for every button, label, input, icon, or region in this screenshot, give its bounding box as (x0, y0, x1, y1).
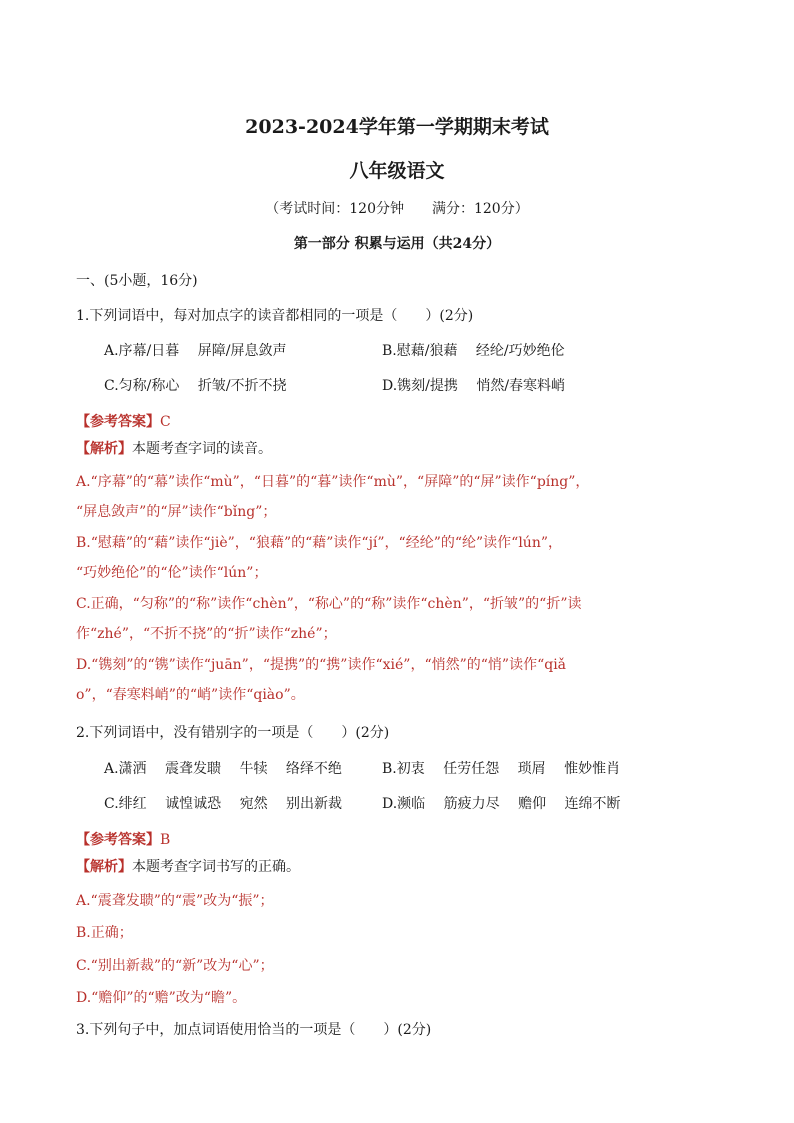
explanation-line: o”，“春寒料峭”的“峭”读作“qiào”。 (76, 687, 305, 703)
analysis-text: 本题考查字词书写的正确。 (132, 859, 300, 875)
question-1-analysis (76, 438, 272, 458)
question-2-analysis (76, 856, 300, 876)
question-1-option-c: C.匀称/称心 折皱/不折不挠 (104, 378, 287, 394)
analysis-text: 本题考查字词的读音。 (132, 441, 272, 457)
analysis-label: 【解析】 (76, 859, 132, 875)
question-1-answer (76, 411, 171, 431)
exam-subtitle: 八年级语文 (349, 160, 445, 182)
exam-title: 2023-2024学年第一学期期末考试 (245, 116, 549, 138)
explanation-line: B.正确； (76, 925, 133, 941)
explanation-line: D.“赡仰”的“赡”改为“瞻”。 (76, 990, 247, 1006)
question-1-option-a: A.序幕/日暮 屏障/屏息敛声 (104, 343, 287, 359)
analysis-label: 【解析】 (76, 441, 132, 457)
question-1-stem: 1.下列词语中，每对加点字的读音都相同的一项是（ ）(2分) (76, 308, 474, 324)
explanation-line: A.“震聋发聩”的“震”改为“振”； (76, 893, 274, 909)
question-2-option-b: B.初衷 任劳任怨 琐屑 惟妙惟肖 (382, 761, 621, 777)
question-2-option-d: D.濒临 筋疲力尽 赡仰 连绵不断 (382, 796, 621, 812)
explanation-line: 作“zhé”，“不折不挠”的“折”读作“zhé”； (76, 626, 337, 642)
explanation-line: A.“序幕”的“幕”读作“mù”，“日暮”的“暮”读作“mù”，“屏障”的“屏”读作“píng”， (76, 474, 590, 490)
answer-label: 【参考答案】 (76, 832, 160, 848)
explanation-line: C.“别出新裁”的“新”改为“心”； (76, 958, 274, 974)
part-heading: 第一部分 积累与运用（共24分） (293, 236, 501, 252)
question-1-option-b: B.慰藉/狼藉 经纶/巧妙绝伦 (382, 343, 565, 359)
explanation-line: “屏息敛声”的“屏”读作“bǐng”； (76, 504, 277, 520)
explanation-line: B.“慰藉”的“藉”读作“jiè”，“狼藉”的“藉”读作“jí”，“经纶”的“纶”读作“lún”， (76, 535, 562, 551)
exam-info: （考试时间：120分钟 满分：120分） (265, 201, 529, 217)
question-3-stem: 3.下列句子中，加点词语使用恰当的一项是（ ）(2分) (76, 1022, 432, 1038)
section-heading: 一、(5小题，16分) (76, 273, 198, 289)
explanation-line: C.正确，“匀称”的“称”读作“chèn”，“称心”的“称”读作“chèn”，“折皱”的“折”读 (76, 596, 582, 612)
answer-value: B (160, 832, 171, 848)
answer-value: C (160, 414, 171, 430)
question-2-option-a: A.潇洒 震聋发聩 牛犊 络绎不绝 (104, 761, 342, 777)
question-2-stem: 2.下列词语中，没有错别字的一项是（ ）(2分) (76, 725, 390, 741)
explanation-line: “巧妙绝伦”的“伦”读作“lún”； (76, 565, 268, 581)
explanation-line: D.“镌刻”的“镌”读作“juān”，“提携”的“携”读作“xié”，“悄然”的“悄”读作“qiǎ (76, 657, 567, 673)
question-1-option-d: D.镌刻/提携 悄然/春寒料峭 (382, 378, 566, 394)
question-2-answer (76, 829, 170, 849)
question-2-option-c: C.绯红 诚惶诚恐 宛然 别出新裁 (104, 796, 343, 812)
answer-label: 【参考答案】 (76, 414, 160, 430)
